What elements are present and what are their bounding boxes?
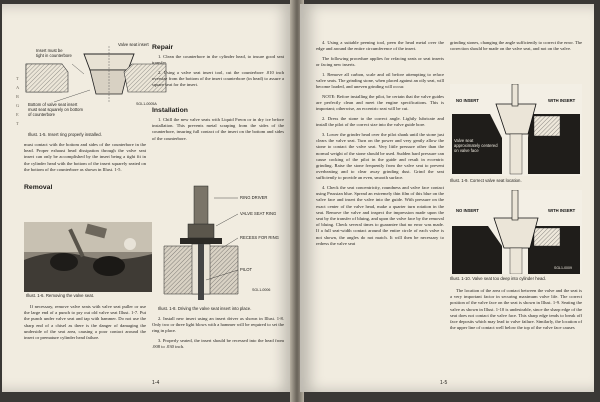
installation-text: 1. Chill the new valve seats with Liquid Freon or in dry ice before installation. This prevents metal scraping from the sides of the counterbore, insuring full contact of the insert on the bottom and sides of the counterbore.	[152, 117, 284, 141]
figure-insert-installed	[24, 42, 169, 132]
figure-code: SGL1-0006	[252, 288, 271, 292]
label-ring-driver: RING DRIVER	[240, 195, 268, 200]
heading-installation: Installation	[152, 107, 188, 114]
left-page	[2, 4, 294, 392]
label-with-insert: WITH INSERT	[548, 208, 576, 213]
label-of-counterbore: of counterbore	[28, 112, 56, 117]
photo-removing-valve-seat	[24, 222, 152, 292]
figure-driving-insert	[162, 184, 284, 302]
figure-correct-seat-location	[450, 84, 582, 176]
side-letters: T A R G E T	[16, 76, 21, 126]
label-tight-in-counterbore: tight in counterbore	[36, 53, 72, 58]
figure-code: SGL1-0005A	[136, 102, 157, 106]
figure-caption: Illust. 1-9. Correct valve seat location.	[450, 178, 522, 183]
label-valve-seat-centered: Valve seat approximately centered on valve face	[454, 138, 498, 153]
removal-text: If necessary, remove valve seats with valve seat puller or use the large end of a punch to pry out old valve seat Illust. 1-7. Put the punch under valve seat and tap with hammer. Do not use the sharp end of a chisel as there is the danger of damaging the underside of the seat area, causing a poor contact around the insert or premature cylinder head failure.	[24, 304, 146, 341]
label-no-insert: NO INSERT	[456, 98, 479, 103]
label-insert-must-be: Insert must be	[36, 48, 63, 53]
label-valve-seat-insert: Valve seat insert	[118, 42, 149, 47]
right-column-2-top: grinding stones, changing the angle sufficiently to correct the error. The correction should be made on the valve seat, and not on the valve.	[450, 40, 582, 52]
label-bottom-of-insert: Bottom of valve seat insert	[28, 102, 78, 107]
page-number: 1-4	[152, 380, 160, 386]
figure-caption: Illust. 1-8. Driving the valve seat insert into place.	[158, 306, 252, 311]
label-pilot: PILOT	[240, 267, 253, 272]
figure-caption: Illust. 1-5. Insert ring properly installed.	[28, 132, 102, 137]
right-page	[300, 4, 594, 392]
heading-removal: Removal	[24, 184, 53, 191]
right-column-2-bottom: The location of the area of contact between the valve and the seat is a very important factor in securing maximum valve life. The correct position of the valve face on the seat is shown in Illust. 1-9. Seating the valve as shown in Illust. 1-10 is undesirable, since the sharp edge of the seat does not contact the valve face. This sharp edge tends to break off face deposits which may lead to valve failure. Similarly, the location of the upper line of contact well below the top of the valve face causes	[450, 288, 582, 331]
label-must-seat-squarely: must seat squarely on bottom	[28, 107, 83, 112]
label-recess-for-ring: RECESS FOR RING	[240, 235, 279, 240]
column-text: must contact with the bottom and sides of the counterbore in the head. Proper exhaust head dissipation through the valve seat insert can only be accomplished by the insert being a tight fit in the cylinder head with the bottom of the insert squarely seated on the bottom of the counterbore as shown in Illust. 1-5.	[24, 142, 146, 172]
heading-repair: Repair	[152, 44, 174, 51]
label-with-insert: WITH INSERT	[548, 98, 576, 103]
figure-seat-too-deep	[450, 190, 582, 274]
photo-caption: Illust. 1-6. Removing the valve seat.	[26, 293, 95, 298]
label-no-insert: NO INSERT	[456, 208, 479, 213]
figure-code: SGL1-0009	[554, 266, 572, 270]
figure-caption: Illust. 1-10. Valve seat too deep into cylinder head.	[450, 276, 546, 281]
right-column-1: 4. Using a suitable peening tool, peen the head metal over the edge and around the entire circumference of the insert. The following procedure applies for refacing seats or seat inserts or facing new inserts. 1. Remove all carbon, scale and oil before attempting to reface valve seats. The grinding stone, when placed against an oily seat, will become loaded, and uneven grinding will occur. NOTE: Before installing the pilot, be certain that the valve guides are perfectly clean and meet the engine specifications. This is important; otherwise, an eccentric seat will be cut. 2. Dress the stone to the correct angle. Lightly lubricate and install the pilot of the correct size into the valve guide bore. 3. Lower the grinder head over the pilot shank until the stone just clears the valve seat. Turn on the power and very gently allow the stone to contact the valve seat. Very little pressure other than the normal weight of the stone should be used. Sudden hard pressure can cause cocking of the pilot in the guide and result in eccentric grinding. Raise the stone frequently from the valve seat to prevent overheating and to clear away grinding dust. Grind the seat sufficiently to provide an even, smooth surface. 4. Check the seat concentricity, roundness and valve face contact using Prussian blue. Spread an extremely thin film of this blue on the valve face and insert the valve into the guide. With pressure on the exact center of the valve head, make a quarter turn rotation in the seat. Remove the valve and inspect the impression made upon the seat by the transfer of bluing, and upon the valve face by the removal of bluing. Check several times to guarantee that no error was made. If a full seat-width contact around the entire circle of each valve is not shown, the angles do not match. It will then be necessary to redress the valve seat	[316, 40, 444, 246]
label-valve-seat-ring: VALVE SEAT RING	[240, 211, 277, 216]
install-steps: 2. Install new insert using an insert driver as shown in Illust. 1-8. Only two or three light blows with a hammer will be required to set the ring in place. 3. Properly seated, the insert should be recessed into the head from .008 to .030 inch.	[152, 316, 284, 350]
repair-steps: 1. Clean the counterbore in the cylinder head, to insure good seat transfer. 2. Using a valve seat insert tool, cut the counterbore .010 inch oversize from the bottom of the insert counterbore (in head) to assure a square seat for the insert.	[152, 54, 284, 88]
page-number: 1-5	[440, 380, 448, 386]
